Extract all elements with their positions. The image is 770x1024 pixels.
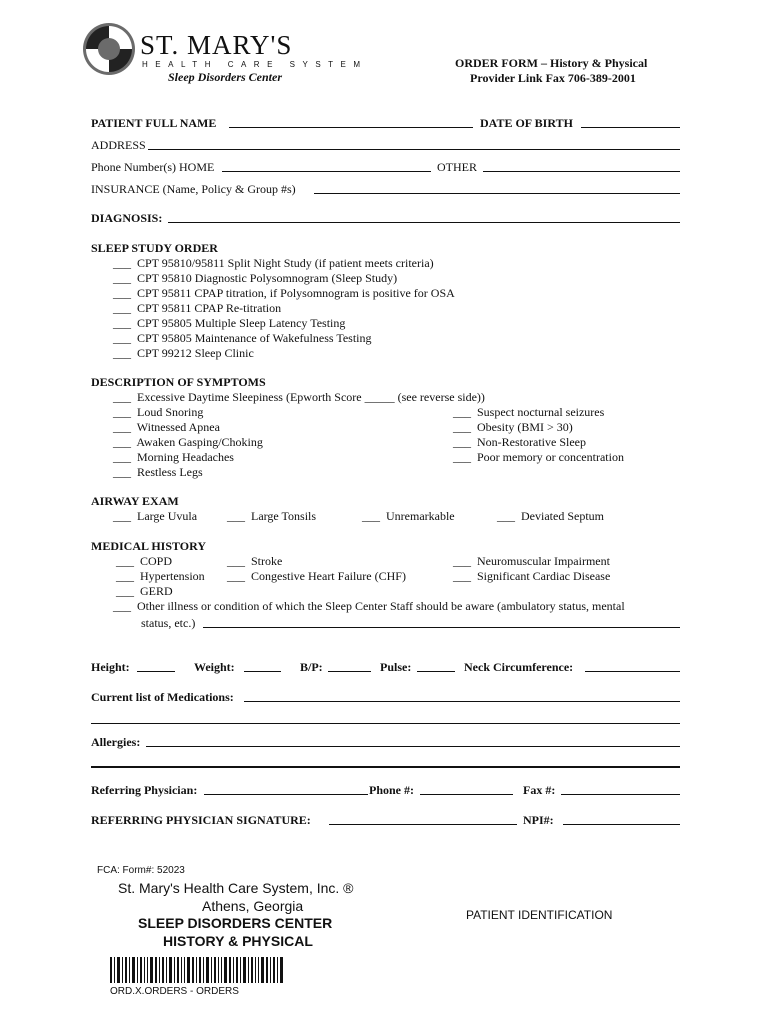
phone-home-label: Phone Number(s) HOME: [91, 160, 215, 174]
barcode-caption: ORD.X.ORDERS - ORDERS: [110, 986, 239, 997]
medical-item[interactable]: ___ Stroke: [227, 554, 283, 568]
diagnosis-field[interactable]: [168, 222, 680, 223]
sleep-study-item[interactable]: ___ CPT 99212 Sleep Clinic: [113, 346, 254, 360]
footer-doc: HISTORY & PHYSICAL: [163, 933, 313, 949]
address-field[interactable]: [148, 149, 680, 150]
patient-name-label: PATIENT FULL NAME: [91, 116, 217, 130]
medical-other-line2: status, etc.): [141, 616, 196, 630]
airway-item[interactable]: ___ Large Uvula: [113, 509, 198, 523]
symptom-item[interactable]: ___ Restless Legs: [113, 465, 203, 479]
insurance-field[interactable]: [314, 193, 680, 194]
referring-physician-label: Referring Physician:: [91, 783, 198, 797]
medical-other-item[interactable]: ___ Other illness or condition of which the Sleep Center Staff should be aware (ambulatory status, mental: [113, 599, 625, 613]
symptom-item[interactable]: ___ Obesity (BMI > 30): [453, 420, 573, 434]
symptom-item[interactable]: ___ Awaken Gasping/Choking: [113, 435, 263, 449]
patient-name-field[interactable]: [229, 127, 473, 128]
physician-phone-label: Phone #:: [369, 783, 414, 797]
symptom-item[interactable]: ___ Non-Restorative Sleep: [453, 435, 586, 449]
pulse-field[interactable]: [417, 671, 455, 672]
phone-other-label: OTHER: [437, 160, 477, 174]
dob-label: DATE OF BIRTH: [480, 116, 573, 130]
sleep-study-item[interactable]: ___ CPT 95805 Maintenance of Wakefulness Testing: [113, 331, 372, 345]
phone-home-field[interactable]: [222, 171, 431, 172]
signature-label: REFERRING PHYSICIAN SIGNATURE:: [91, 813, 311, 827]
symptom-item[interactable]: ___ Excessive Daytime Sleepiness (Epworth Score _____ (see reverse side)): [113, 390, 485, 404]
pulse-label: Pulse:: [380, 660, 412, 674]
airway-item[interactable]: ___ Unremarkable: [362, 509, 455, 523]
footer-company: St. Mary's Health Care System, Inc. ®: [118, 880, 354, 896]
height-field[interactable]: [137, 671, 175, 672]
fax-line: Provider Link Fax 706-389-2001: [470, 71, 636, 85]
referring-physician-field[interactable]: [204, 794, 368, 795]
fca-form-number: FCA: Form#: 52023: [97, 865, 185, 876]
allergies-label: Allergies:: [91, 735, 141, 749]
physician-fax-field[interactable]: [561, 794, 680, 795]
st-marys-logo-icon: [82, 22, 136, 76]
logo-tagline: HEALTH CARE SYSTEM: [142, 60, 368, 69]
dob-field[interactable]: [581, 127, 680, 128]
symptom-item[interactable]: ___ Witnessed Apnea: [113, 420, 220, 434]
footer-dept: SLEEP DISORDERS CENTER: [138, 915, 333, 931]
bp-field[interactable]: [328, 671, 371, 672]
symptom-item[interactable]: ___ Loud Snoring: [113, 405, 204, 419]
medications-label: Current list of Medications:: [91, 690, 234, 704]
footer-city: Athens, Georgia: [202, 898, 304, 914]
form-title: ORDER FORM – History & Physical: [455, 56, 648, 70]
patient-identification-label: PATIENT IDENTIFICATION: [466, 908, 613, 922]
symptom-item[interactable]: ___ Suspect nocturnal seizures: [453, 405, 605, 419]
symptom-item[interactable]: ___ Morning Headaches: [113, 450, 234, 464]
phone-other-field[interactable]: [483, 171, 680, 172]
medical-heading: MEDICAL HISTORY: [91, 539, 207, 553]
neck-label: Neck Circumference:: [464, 660, 574, 674]
airway-item[interactable]: ___ Deviated Septum: [497, 509, 604, 523]
airway-item[interactable]: ___ Large Tonsils: [227, 509, 317, 523]
section-divider: [91, 766, 680, 768]
symptoms-heading: DESCRIPTION OF SYMPTOMS: [91, 375, 266, 389]
sleep-study-item[interactable]: ___ CPT 95810 Diagnostic Polysomnogram (Sleep Study): [113, 271, 398, 285]
barcode-icon: [110, 957, 285, 983]
physician-fax-label: Fax #:: [523, 783, 556, 797]
airway-heading: AIRWAY EXAM: [91, 494, 179, 508]
height-label: Height:: [91, 660, 130, 674]
medications-field-2[interactable]: [91, 723, 680, 724]
weight-field[interactable]: [244, 671, 281, 672]
medical-item[interactable]: ___ GERD: [116, 584, 173, 598]
medical-item[interactable]: ___ Congestive Heart Failure (CHF): [227, 569, 406, 583]
medical-other-field[interactable]: [203, 627, 680, 628]
diagnosis-label: DIAGNOSIS:: [91, 211, 163, 225]
npi-field[interactable]: [563, 824, 680, 825]
npi-label: NPI#:: [523, 813, 554, 827]
address-label: ADDRESS: [91, 138, 146, 152]
sleep-study-heading: SLEEP STUDY ORDER: [91, 241, 218, 255]
sleep-study-item[interactable]: ___ CPT 95810/95811 Split Night Study (if patient meets criteria): [113, 256, 434, 270]
medical-item[interactable]: ___ Neuromuscular Impairment: [453, 554, 610, 568]
logo-center: Sleep Disorders Center: [168, 70, 282, 84]
neck-field[interactable]: [585, 671, 680, 672]
medications-field[interactable]: [244, 701, 680, 702]
insurance-label: INSURANCE (Name, Policy & Group #s): [91, 182, 296, 196]
medical-item[interactable]: ___ Hypertension: [116, 569, 205, 583]
bp-label: B/P:: [300, 660, 323, 674]
physician-phone-field[interactable]: [420, 794, 513, 795]
sleep-study-item[interactable]: ___ CPT 95805 Multiple Sleep Latency Testing: [113, 316, 346, 330]
signature-field[interactable]: [329, 824, 517, 825]
symptom-item[interactable]: ___ Poor memory or concentration: [453, 450, 624, 464]
sleep-study-item[interactable]: ___ CPT 95811 CPAP Re-titration: [113, 301, 282, 315]
logo-name: ST. MARY'S: [140, 30, 293, 60]
medical-item[interactable]: ___ COPD: [116, 554, 173, 568]
medical-item[interactable]: ___ Significant Cardiac Disease: [453, 569, 611, 583]
weight-label: Weight:: [194, 660, 235, 674]
sleep-study-item[interactable]: ___ CPT 95811 CPAP titration, if Polysomnogram is positive for OSA: [113, 286, 455, 300]
allergies-field[interactable]: [146, 746, 680, 747]
